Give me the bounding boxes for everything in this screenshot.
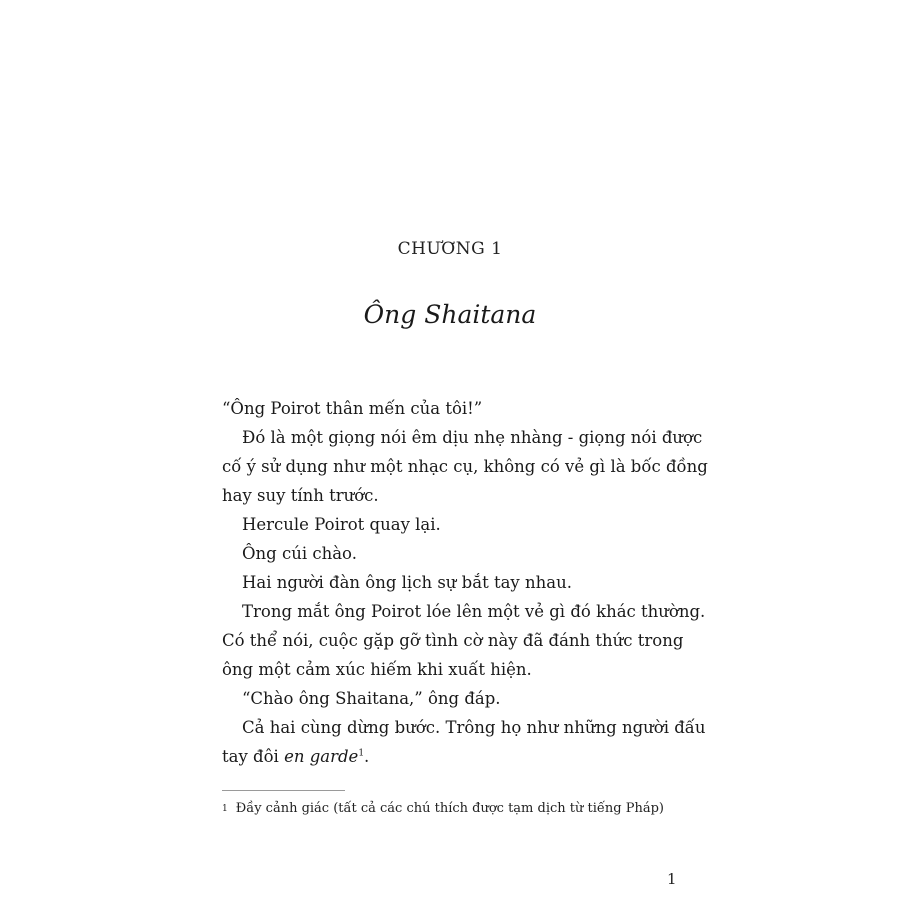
footnote-marker: 1: [222, 804, 228, 814]
paragraph-line: Hai người đàn ông lịch sự bắt tay nhau.: [242, 573, 572, 592]
paragraph-line: hay suy tính trước.: [222, 486, 379, 505]
paragraph-line: Cả hai cùng dừng bước. Trông họ như những người đấu: [242, 718, 706, 737]
paragraph-line: Đó là một giọng nói êm dịu nhẹ nhàng - giọng nói được: [242, 428, 703, 447]
paragraph-line: [222, 742, 692, 771]
paragraph-line: Trong mắt ông Poirot lóe lên một vẻ gì đó khác thường.: [242, 602, 706, 621]
chapter-label: CHƯƠNG 1: [397, 239, 503, 259]
footnote: [222, 800, 702, 818]
paragraph-line: cố ý sử dụng như một nhạc cụ, không có vẻ gì là bốc đồng: [222, 457, 708, 476]
paragraph-line: “Chào ông Shaitana,” ông đáp.: [242, 689, 501, 708]
paragraph-line: Có thể nói, cuộc gặp gỡ tình cờ này đã đánh thức trong: [222, 631, 684, 650]
paragraph-line: Ông cúi chào.: [242, 544, 357, 563]
text-fragment: tay đôi: [222, 747, 285, 766]
text-fragment: .: [364, 747, 370, 766]
page-number: 1: [667, 870, 677, 888]
body-text: [222, 394, 708, 771]
footnote-reference[interactable]: 1: [358, 748, 365, 759]
footnote-divider: [222, 790, 345, 791]
italic-phrase: en garde: [284, 747, 359, 766]
paragraph-line: Hercule Poirot quay lại.: [242, 515, 441, 534]
footnote-text: Đầy cảnh giác (tất cả các chú thích được tạm dịch từ tiếng Pháp): [235, 801, 664, 816]
chapter-title: Ông Shaitana: [363, 300, 537, 329]
paragraph-line: ông một cảm xúc hiếm khi xuất hiện.: [222, 660, 532, 679]
paragraph-line: “Ông Poirot thân mến của tôi!”: [222, 399, 483, 418]
